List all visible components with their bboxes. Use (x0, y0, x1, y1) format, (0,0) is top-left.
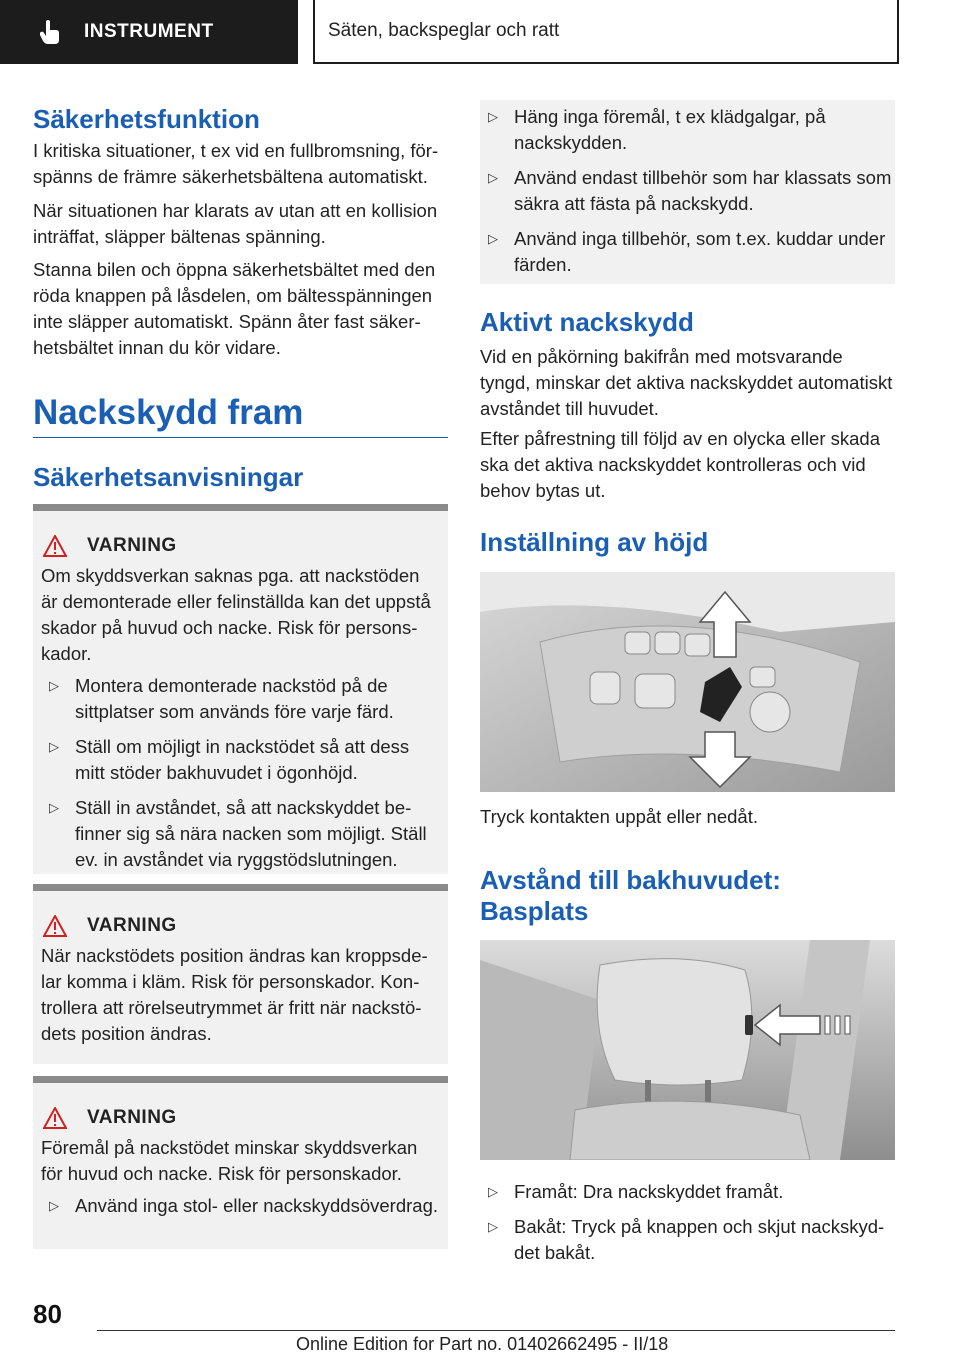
seat-switch-image (480, 572, 895, 792)
heading-safety-function: Säkerhetsfunktion (33, 104, 260, 134)
warning-triangle-icon (43, 535, 67, 557)
list-item: ▷ Ställ in avståndet, så att nackskyddet befinner sig så nära nacken som möjligt. Ställ ev. in avståndet via ryggstödslutningen. (41, 795, 440, 873)
paragraph-safety-1: I kritiska situationer, t ex vid en fullbromsning, förspänns de främre säkerhetsbältena automatiskt. (33, 140, 439, 187)
list-item: ▷ Bakåt: Tryck på knappen och skjut nackskyddet bakåt. (480, 1214, 895, 1266)
warning-box-2 (33, 884, 448, 1064)
warning-text: Föremål på nackstödet minskar skyddsverkan för huvud och nacke. Risk för personskador. (41, 1137, 418, 1184)
heading-active-neck: Aktivt nackskydd (480, 307, 694, 337)
section-tab (0, 0, 298, 64)
heading-distance-line2: Basplats (480, 896, 589, 926)
list-item: ▷ Använd inga tillbehör, som t.ex. kuddar under färden. (480, 226, 895, 278)
warning-box-1 (33, 504, 448, 874)
paragraph-safety-3: Stanna bilen och öppna säkerhetsbältet med den röda knappen på låsdelen, om bältesspänningen inte släpper automatiskt. Spänn åter fast säkerhetsbältet innan du kör vidare. (33, 259, 436, 358)
chapter-title: Säten, backspeglar och ratt (328, 20, 560, 41)
headrest-illustration (480, 940, 895, 1160)
footer-rule (97, 1330, 895, 1331)
section-label: INSTRUMENT (84, 21, 214, 42)
list-item: ▷ Häng inga föremål, t ex klädgalgar, på nackskydden. (480, 104, 895, 156)
heading-distance (480, 865, 895, 927)
hand-pointer-icon (40, 19, 62, 45)
heading-safety-notes: Säkerhetsanvisningar (33, 462, 304, 492)
warning-triangle-icon (43, 1107, 67, 1129)
warning-list (41, 673, 440, 873)
distance-list (480, 1179, 895, 1275)
list-item: ▷ Montera demonterade nackstöd på de sittplatser som används före varje färd. (41, 673, 440, 725)
heading-distance-line1: Avstånd till bakhuvudet: (480, 865, 781, 895)
list-item: ▷ Använd inga stol- eller nackskyddsöverdrag. (41, 1193, 440, 1219)
list-item: ▷ Ställ om möjligt in nackstödet så att dess mitt stöder bakhuvudet i ögonhöjd. (41, 734, 440, 786)
warning-box-3 (33, 1076, 448, 1249)
page-header (0, 0, 960, 66)
warning-list (480, 104, 895, 278)
warning-text: Om skyddsverkan saknas pga. att nackstöden är demonterade eller felinställda kan det uppstå skador på huvud och nacke. Risk för personskador. (41, 565, 431, 664)
heading-rule (33, 437, 448, 438)
chapter-title-box (313, 0, 899, 64)
caption-height: Tryck kontakten uppåt eller nedåt. (480, 806, 758, 827)
page-number: 80 (33, 1299, 62, 1329)
warning-bar (33, 1076, 448, 1083)
heading-height-adjust: Inställning av höjd (480, 527, 709, 557)
heading-neck-protection: Nackskydd fram (33, 393, 304, 432)
warning-bar (33, 884, 448, 891)
warning-label: VARNING (87, 535, 177, 556)
paragraph-active-1: Vid en påkörning bakifrån med motsvarande tyngd, minskar det aktiva nackskyddet automatiskt avståndet till huvudet. (480, 346, 893, 419)
headrest-image (480, 940, 895, 1160)
warning-label: VARNING (87, 1107, 177, 1128)
warning-bar (33, 504, 448, 511)
warning-continuation (480, 100, 895, 284)
footer-edition: Online Edition for Part no. 01402662495 - II/18 (296, 1334, 669, 1354)
seat-switch-illustration (480, 572, 895, 792)
paragraph-active-2: Efter påfrestning till följd av en olycka eller skada ska det aktiva nackskyddet kontrolleras och vid behov bytas ut. (480, 428, 881, 501)
warning-list (41, 1193, 440, 1219)
warning-text: När nackstödets position ändras kan kroppsdelar komma i kläm. Risk för personskador. Kontrollera att rörelseutrymmet är fritt när nackstödets position ändras. (41, 945, 428, 1044)
warning-label: VARNING (87, 915, 177, 936)
warning-triangle-icon (43, 915, 67, 937)
list-item: ▷ Framåt: Dra nackskyddet framåt. (480, 1179, 895, 1205)
paragraph-safety-2: När situationen har klarats av utan att en kollision inträffat, släpper bältenas spänning. (33, 200, 438, 247)
list-item: ▷ Använd endast tillbehör som har klassats som säkra att fästa på nackskydd. (480, 165, 895, 217)
